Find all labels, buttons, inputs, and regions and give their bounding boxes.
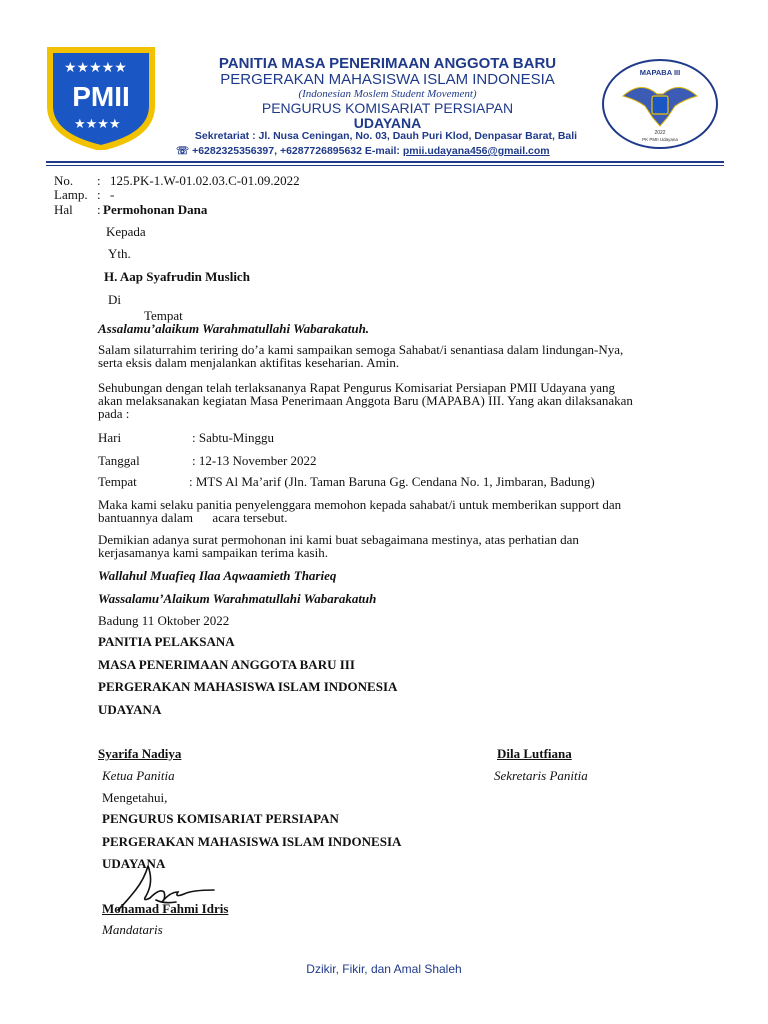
board-name: PENGURUS KOMISARIAT PERSIAPAN	[261, 100, 514, 116]
paragraph-2-line-1: Sehubungan dengan telah terlaksananya Rapat Pengurus Komisariat Persiapan PMII Udayana yang	[98, 380, 615, 395]
pmii-logo-text: PMII	[72, 81, 130, 112]
organization-english: (Indonesian Moslem Student Movement)	[298, 88, 477, 100]
board-line-3: UDAYANA	[102, 856, 166, 871]
committee-title: PANITIA MASA PENERIMAAN ANGGOTA BARU	[218, 55, 557, 72]
paragraph-3-line-2: bantuannya dalam acara tersebut.	[98, 510, 288, 525]
mengetahui-label: Mengetahui,	[102, 790, 168, 805]
paragraph-3	[98, 498, 722, 524]
closing-greeting: Wassalamu’Alaikum Warahmatullahi Wabarakatuh	[98, 591, 377, 606]
paragraph-2-line-2: akan melaksanakan kegiatan Masa Penerimaan Anggota Baru (MAPABA) III. Yang akan dilaksanakan	[98, 393, 633, 408]
hal-colon: :	[97, 202, 101, 217]
letter-date: Badung 11 Oktober 2022	[98, 613, 230, 628]
paragraph-1	[98, 343, 722, 369]
organization-name: PERGERAKAN MAHASISWA ISLAM INDONESIA	[220, 71, 555, 88]
recipient-name: H. Aap Syafrudin Muslich	[104, 269, 250, 284]
chair-name: Syarifa Nadiya	[98, 746, 182, 761]
mapaba-logo-title: MAPABA III	[639, 68, 681, 77]
secretariat-address: Sekretariat : Jl. Nusa Ceningan, No. 03, Dauh Puri Klod, Denpasar Barat, Bali	[194, 130, 578, 142]
paragraph-1-line-2: serta eksis dalam menjalankan aktifitas keseharian. Amin.	[98, 355, 400, 370]
opening-greeting: Assalamu’alaikum Warahmatullahi Wabarakatuh.	[98, 321, 370, 336]
lamp-label: Lamp.	[54, 187, 88, 202]
tanggal-label: Tanggal	[98, 453, 140, 468]
closing-prayer: Wallahul Muafieq Ilaa Aqwaamieth Tharieq	[98, 568, 337, 583]
paragraph-2	[98, 381, 722, 420]
phone-numbers: +6282325356397, +6287726895632 E-mail:	[192, 145, 400, 157]
mapaba-logo-footer: PK PMII Udayana	[642, 137, 678, 142]
committee-line-4: UDAYANA	[98, 702, 162, 717]
hari-value: : Sabtu-Minggu	[192, 430, 274, 445]
mapaba-logo	[601, 58, 719, 150]
email-link[interactable]: pmii.udayana456@gmail.com	[402, 145, 550, 157]
tempat-row-label: Tempat	[98, 474, 137, 489]
mapaba-logo-year: 2022	[654, 130, 666, 136]
kepada-label: Kepada	[106, 224, 146, 239]
tanggal-value: : 12-13 November 2022	[192, 453, 317, 468]
contact-line	[176, 145, 550, 157]
committee-line-3: PERGERAKAN MAHASISWA ISLAM INDONESIA	[98, 679, 398, 694]
committee-line-1: PANITIA PELAKSANA	[98, 634, 235, 649]
paragraph-4-line-2: kerjasamanya kami sampaikan terima kasih.	[98, 545, 328, 560]
mandatary-role: Mandataris	[102, 922, 163, 937]
paragraph-1-line-1: Salam silaturrahim teriring do’a kami sampaikan semoga Sahabat/i senantiasa dalam lindungan-Nya,	[98, 342, 624, 357]
paragraph-3-line-1: Maka kami selaku panitia penyelenggara memohon kepada sahabat/i untuk memberikan support dan	[98, 497, 622, 512]
lamp-value: -	[110, 187, 115, 202]
phone-icon: ☏	[176, 145, 193, 157]
branch-name: UDAYANA	[353, 115, 422, 131]
hal-label: Hal	[54, 202, 73, 217]
paragraph-4-line-1: Demikian adanya surat permohonan ini kami buat sebagaimana mestinya, atas perhatian dan	[98, 532, 579, 547]
secretary-role: Sekretaris Panitia	[494, 768, 588, 783]
footer-motto: Dzikir, Fikir, dan Amal Shaleh	[306, 962, 462, 976]
committee-line-2: MASA PENERIMAAN ANGGOTA BARU III	[98, 657, 355, 672]
paragraph-2-line-3: pada :	[98, 406, 130, 421]
no-label: No.	[54, 173, 74, 188]
svg-text:★★★★★: ★★★★★	[64, 60, 127, 76]
no-colon: :	[97, 173, 101, 188]
svg-text:★★★★: ★★★★	[74, 117, 121, 132]
board-line-1: PENGURUS KOMISARIAT PERSIAPAN	[102, 811, 339, 826]
mandatary-name: Mohamad Fahmi Idris	[102, 901, 229, 916]
tempat-label: Tempat	[144, 308, 183, 323]
board-line-2: PERGERAKAN MAHASISWA ISLAM INDONESIA	[102, 834, 402, 849]
letter-number: 125.PK-1.W-01.02.03.C-01.09.2022	[110, 173, 300, 188]
pmii-logo	[46, 44, 156, 150]
subject: Permohonan Dana	[103, 202, 208, 217]
lamp-colon: :	[97, 187, 101, 202]
di-label: Di	[108, 292, 121, 307]
hari-label: Hari	[98, 430, 122, 445]
header-rule-thin	[46, 165, 724, 166]
header-rule-thick	[46, 161, 724, 163]
secretary-name: Dila Lutfiana	[497, 746, 572, 761]
paragraph-4	[98, 533, 722, 559]
tempat-row-value: : MTS Al Ma’arif (Jln. Taman Baruna Gg. Cendana No. 1, Jimbaran, Badung)	[189, 474, 595, 489]
chair-role: Ketua Panitia	[102, 768, 175, 783]
yth-label: Yth.	[108, 246, 131, 261]
